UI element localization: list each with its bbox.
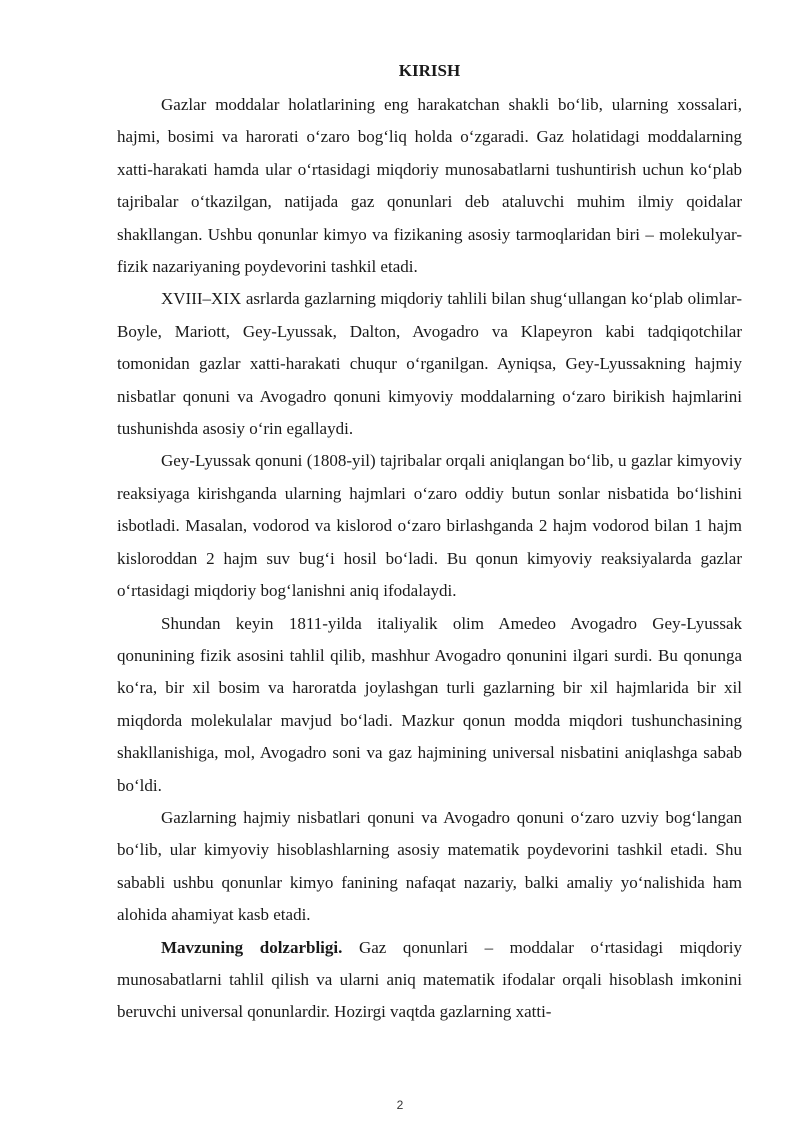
page-number: 2 [396,1098,404,1112]
relevance-text: Gaz qonunlari – moddalar o‘rtasidagi miqdoriy munosabatlarni tahlil qilish va ularni aniq matematik ifodalar orqali hisoblash imkonini beruvchi universal qonunlardir. Hozirgi vaqtda gazlarning xatti- [117,937,742,1022]
paragraph-gas-properties: Gazlar moddalar holatlarining eng harakatchan shakli bo‘lib, ularning xossalari, hajmi, bosimi va harorati o‘zaro bog‘liq holda o‘zgaradi. Gaz holatidagi moddalarning xatti-harakati hamda ular o‘rtasidagi miqdoriy munosabatlarni tushuntirish uchun ko‘plab tajribalar o‘tkazilgan, natijada gaz qonunlari deb ataluvchi muhim ilmiy qoidalar shakllangan. Ushbu qonunlar kimyo va fizikaning asosiy tarmoqlaridan biri – molekulyar-fizik nazariyaning poydevorini tashkil etadi. [117,95,742,277]
paragraph-laws-relation: Gazlarning hajmiy nisbatlari qonuni va Avogadro qonuni o‘zaro uzviy bog‘langan bo‘lib, ular kimyoviy hisoblashlarning asosiy matematik poydevorini tashkil etadi. Shu sababli ushbu qonunlar kimyo fanining nafaqat nazariy, balki amaliy yo‘nalishida ham alohida ahamiyat kasb etadi. [117,807,742,925]
paragraph-avogadro-law: Shundan keyin 1811-yilda italiyalik olim Amedeo Avogadro Gey-Lyussak qonunining fizik asosini tahlil qilib, mashhur Avogadro qonunini ilgari surdi. Bu qonunga ko‘ra, bir xil bosim va haroratda joylashgan turli gazlarning bir xil hajmlarida bir xil miqdorda molekulalar mavjud bo‘ladi. Mazkur qonun modda miqdori tushunchasining shakllanishiga, mol, Avogadro soni va gaz hajmining universal nisbatini aniqlashga sabab bo‘ldi. [117,613,742,795]
paragraph-gay-lussac-law: Gey-Lyussak qonuni (1808-yil) tajribalar orqali aniqlangan bo‘lib, u gazlar kimyoviy reaksiyaga kirishganda ularning hajmlari o‘zaro oddiy butun sonlar nisbatida bo‘lishini isbotladi. Masalan, vodorod va kislorod o‘zaro birlashganda 2 hajm vodorod bilan 1 hajm kisloroddan 2 hajm suv bug‘i hosil bo‘ladi. Bu qonun kimyoviy reaksiyalarda gazlar o‘rtasidagi miqdoriy bog‘lanishni aniq ifodalaydi. [117,451,742,601]
document-body [117,60,742,1029]
paragraph-scientists: XVIII–XIX asrlarda gazlarning miqdoriy tahlili bilan shug‘ullangan ko‘plab olimlar-Boyle, Mariott, Gey-Lyussak, Dalton, Avogadro va Klapeyron kabi tadqiqotchilar tomonidan gazlar xatti-harakati chuqur o‘rganilgan. Ayniqsa, Gey-Lyussakning hajmiy nisbatlar qonuni va Avogadro qonuni kimyoviy moddalarning o‘zaro birikish hajmlarini tushunishda asosiy o‘rin egallaydi. [117,289,742,439]
paragraph-relevance [117,932,742,1029]
relevance-heading: Mavzuning dolzarbligi. [161,937,343,957]
section-title: KIRISH [398,61,461,80]
